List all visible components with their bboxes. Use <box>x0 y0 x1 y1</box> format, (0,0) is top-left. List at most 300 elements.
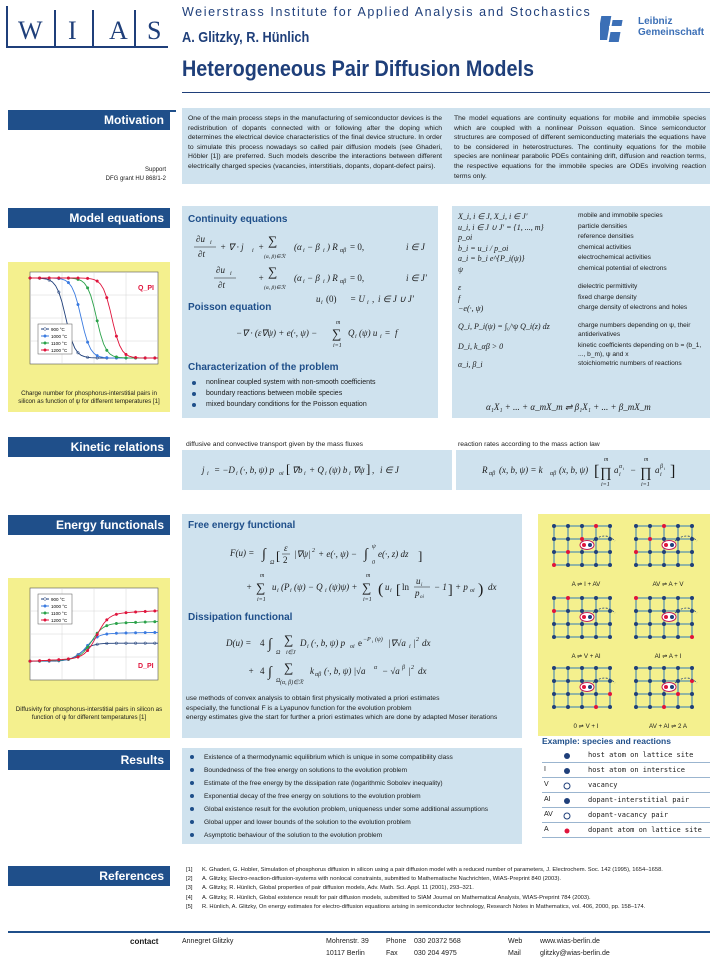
lattice-atom <box>552 596 556 600</box>
lattice-atom <box>552 609 556 613</box>
lattice-atom <box>580 537 584 541</box>
species-row <box>542 763 710 778</box>
svg-text:i ∈ J: i ∈ J <box>380 465 399 475</box>
svg-text:j: j <box>202 465 205 475</box>
svg-text:f: f <box>395 328 398 338</box>
lattice-atom <box>662 622 666 626</box>
lattice-reaction-label: 0 ⇌ V + I <box>573 723 599 730</box>
species-code: AI <box>544 796 551 803</box>
svg-text:=: = <box>385 328 391 338</box>
lattice-atom <box>690 524 694 528</box>
symbol-math: ε <box>458 283 462 292</box>
svg-text:i: i <box>323 248 325 254</box>
lattice-reaction-label: A ⇌ V + AI <box>571 653 601 660</box>
species-row <box>542 808 710 823</box>
symbol-description: chemical activities <box>578 243 632 251</box>
svg-text:(α: (α <box>294 273 302 283</box>
svg-text:m: m <box>644 457 649 463</box>
legend-entry: 900 °C <box>51 597 65 602</box>
svg-text:+ Q: + Q <box>309 465 324 475</box>
svg-text:oi: oi <box>470 588 475 594</box>
symbol-description: electrochemical activities <box>578 254 651 262</box>
svg-text:(ψ) b: (ψ) b <box>329 465 348 475</box>
charge-number-chart <box>12 266 166 382</box>
lattice-atom <box>580 635 584 639</box>
lattice-atom <box>580 679 584 683</box>
svg-text:e: e <box>358 638 362 648</box>
svg-text:i: i <box>380 334 382 340</box>
svg-text:4: 4 <box>260 666 265 676</box>
svg-text:β: β <box>402 665 405 671</box>
svg-text:∑: ∑ <box>284 632 294 647</box>
svg-text:(x, b, ψ) = k: (x, b, ψ) = k <box>499 465 543 475</box>
lattice-atom <box>648 666 652 670</box>
symbol-description: dielectric permittivity <box>578 283 638 290</box>
svg-text:dx: dx <box>488 582 497 592</box>
lattice-atom <box>566 666 570 670</box>
svg-text:Q: Q <box>348 328 355 338</box>
lattice-atom <box>608 524 612 528</box>
characterization-list <box>188 377 376 410</box>
lattice-atom <box>594 596 598 600</box>
reference-item <box>186 884 710 893</box>
energy-notes <box>186 694 520 723</box>
svg-text:i: i <box>421 583 423 588</box>
symbol-math: ψ <box>458 265 463 274</box>
lattice-atom <box>662 563 666 567</box>
lattice-atom <box>594 524 598 528</box>
svg-text:(·, b, ψ) p: (·, b, ψ) p <box>311 638 346 648</box>
lattice-atom <box>608 550 612 554</box>
svg-text:−: − <box>630 465 637 475</box>
svg-text:u: u <box>385 582 390 592</box>
svg-text:∑: ∑ <box>332 326 342 341</box>
lattice-atom <box>566 705 570 709</box>
lattice-atom <box>552 622 556 626</box>
lattice-atom <box>662 679 666 683</box>
energy-panel <box>182 514 522 738</box>
section-model-equations: Model equations <box>8 208 170 228</box>
lattice-atom <box>634 537 638 541</box>
svg-text:Ω: Ω <box>276 678 281 684</box>
svg-text:|∇√a: |∇√a <box>388 638 406 648</box>
svg-text:2: 2 <box>283 555 288 565</box>
lattice-atom <box>690 622 694 626</box>
logo-letter-s: S <box>147 16 163 45</box>
authors: A. Glitzky, R. Hünlich <box>182 29 310 46</box>
svg-text:i: i <box>307 644 309 650</box>
svg-text:∏: ∏ <box>640 466 652 481</box>
svg-text:i=1: i=1 <box>333 343 342 349</box>
svg-text:Ω: Ω <box>270 560 275 566</box>
lattice-atom <box>690 596 694 600</box>
svg-text:i: i <box>321 300 323 306</box>
svg-text:a: a <box>614 465 619 475</box>
svg-text:i ∈ J ∪ J′: i ∈ J ∪ J′ <box>378 294 414 304</box>
species-code: A <box>544 826 549 833</box>
svg-text:+ ∇ · j: + ∇ · j <box>220 242 244 252</box>
symbol-description: kinetic coefficients depending on b = (b_1, ..., b_m), ψ and x <box>578 342 702 358</box>
logo-letter-i: I <box>68 16 78 45</box>
lattice-atom <box>662 596 666 600</box>
symbol-math: D_i, k_αβ > 0 <box>458 342 504 352</box>
energy-note-line: energy estimates give the start for further a priori estimates which are done by adapted Moser iterations <box>186 714 498 722</box>
svg-text:i: i <box>252 248 254 254</box>
svg-text:− √a: − √a <box>382 666 400 676</box>
svg-text:|∇ψ|: |∇ψ| <box>294 549 311 559</box>
leibniz-emblem-icon <box>600 12 636 48</box>
svg-text:= 0,: = 0, <box>350 242 365 252</box>
contact-name: Annegret Glitzky <box>182 938 234 945</box>
svg-text:(ψ) − Q: (ψ) − Q <box>294 582 323 592</box>
svg-text:i: i <box>325 471 327 477</box>
lattice-atom <box>580 609 584 613</box>
lattice-atom <box>634 705 638 709</box>
svg-text:]: ] <box>366 461 371 476</box>
lattice-atom <box>662 666 666 670</box>
lattice-reaction-label: AV ⇌ A + V <box>652 581 684 588</box>
svg-text:D: D <box>300 638 307 648</box>
dissipation-title: Dissipation functional <box>188 612 293 623</box>
motivation-right-text: The model equations are continuity equations for mobile and immobile species which are coupled with a nonlinear Poisson equation. Since semiconductor structures are composed of different semiconducting materials the equations have to be considered in heterostructures. The continuity equations for the mobile species are nonlinear parabolic PDEs containing drift, diffusion and reaction terms, the respective equations for the immobile species are ODEs involving reaction terms only. <box>454 115 706 180</box>
list-item: nonlinear coupled system with non-smooth coefficients <box>188 377 376 388</box>
svg-text:∑: ∑ <box>268 264 278 279</box>
symbol-description: charge numbers depending on ψ, their antiderivatives <box>578 322 691 338</box>
lattice-atom <box>662 550 666 554</box>
lattice-panel <box>538 514 710 740</box>
species-code: I <box>544 766 546 773</box>
lattice-atom <box>662 537 666 541</box>
energy-note-line: especially, the functional F is a Lyapunov function for the evolution problem <box>186 704 412 712</box>
lattice-atom <box>676 596 680 600</box>
svg-text:− β: − β <box>307 242 320 252</box>
svg-text:(α, β)∈ℛ: (α, β)∈ℛ <box>280 680 304 686</box>
svg-text:m: m <box>336 320 341 326</box>
lattice-atom <box>634 679 638 683</box>
svg-text:= U: = U <box>350 294 365 304</box>
lattice-atom <box>648 705 652 709</box>
symbol-description: chemical potential of electrons <box>578 265 667 272</box>
references-list <box>186 866 710 912</box>
section-energy-functionals: Energy functionals <box>8 515 170 535</box>
legend-entry: 1200 °C <box>51 618 68 623</box>
svg-text:+: + <box>258 273 265 283</box>
lattice-atom <box>552 666 556 670</box>
lattice-atom <box>552 550 556 554</box>
reference-number: [5] <box>186 903 193 910</box>
motivation-left-text: One of the main process steps in the manufacturing of semiconductor devices is the redistribution of dopants connected with or following after the doping which determines the electrical device characteristics of the final device structure. In order to simulate this process nowadays so called pair diffusion models (see Ghaderi, Höbler [1]) are preferred. Such models describe the interactions between different electrically charged species (vacancies, interstitials, dopants, dopant-defect pairs). <box>188 115 442 170</box>
svg-text:i: i <box>236 471 238 477</box>
symbol-math: X_i, i ∈ J, X_i, i ∈ J′ <box>458 212 528 221</box>
species-marker-icon <box>560 794 574 808</box>
lattice-atom <box>676 622 680 626</box>
svg-text:∑: ∑ <box>268 233 278 248</box>
result-item: Boundedness of the free energy on solutions to the evolution problem <box>186 764 488 777</box>
legend-entry: 1200 °C <box>51 348 68 353</box>
institute-name: Weierstrass Institute for Applied Analysis and Stochastics <box>182 5 592 19</box>
svg-text:− β: − β <box>307 273 320 283</box>
svg-text:oi: oi <box>279 471 284 477</box>
svg-text:= −D: = −D <box>214 465 235 475</box>
fax-label: Fax <box>386 950 398 957</box>
lattice-atom <box>608 705 612 709</box>
lattice-atom <box>648 524 652 528</box>
svg-text:i: i <box>323 279 325 285</box>
section-kinetic-relations: Kinetic relations <box>8 437 170 457</box>
svg-text:∂u: ∂u <box>216 265 225 275</box>
lattice-atom <box>580 666 584 670</box>
svg-text:i: i <box>277 588 279 594</box>
lattice-atom <box>580 692 584 696</box>
reference-item <box>186 903 710 912</box>
svg-text:e(·, z) dz: e(·, z) dz <box>378 549 409 559</box>
contact-street: Mohrenstr. 39 <box>326 938 369 945</box>
list-item: boundary reactions between mobile species <box>188 388 376 399</box>
logo-letter-a: A <box>109 16 129 45</box>
symbol-description: reference densities <box>578 233 634 241</box>
svg-text:u: u <box>272 582 277 592</box>
svg-text:∇ψ: ∇ψ <box>353 465 365 475</box>
lattice-atom <box>552 635 556 639</box>
lattice-atom <box>690 550 694 554</box>
svg-text:αβ: αβ <box>489 471 496 477</box>
svg-text:dx: dx <box>422 638 431 648</box>
svg-text:i: i <box>349 471 351 477</box>
svg-text:]: ] <box>418 548 423 563</box>
lattice-atom <box>594 635 598 639</box>
species-description: dopant-vacancy pair <box>588 811 669 819</box>
phone-number: 030 20372 568 <box>414 938 461 945</box>
svg-text:i: i <box>290 588 292 594</box>
species-marker-icon <box>560 779 574 793</box>
characterization-title: Characterization of the problem <box>188 362 339 373</box>
lattice-atom <box>552 679 556 683</box>
lattice-atom <box>552 524 556 528</box>
svg-text:−∇ · (ε∇ψ) + e(·, ψ) −: −∇ · (ε∇ψ) + e(·, ψ) − <box>236 328 318 338</box>
svg-text:i: i <box>619 472 621 478</box>
lattice-atom <box>594 705 598 709</box>
svg-text:]: ] <box>448 583 453 598</box>
diffusivity-figure <box>8 578 170 738</box>
result-item: Asymptotic behaviour of the solution to the evolution problem <box>186 829 488 842</box>
symbol-math: −e(·, ψ) <box>458 304 484 314</box>
species-code: AV <box>544 811 553 818</box>
continuity-title: Continuity equations <box>188 214 288 225</box>
lattice-atom <box>676 692 680 696</box>
legend-entry: 1100 °C <box>51 611 67 616</box>
lattice-reaction-label: AV + AI ⇌ 2 A <box>649 723 687 730</box>
lattice-atom <box>648 537 652 541</box>
svg-text:(·, b, ψ) |√a: (·, b, ψ) |√a <box>324 666 366 676</box>
mail-label: Mail <box>508 950 521 957</box>
svg-text:∑: ∑ <box>362 580 372 595</box>
lattice-diagram <box>538 514 710 740</box>
svg-text:αβ: αβ <box>550 471 557 477</box>
leibniz-text-1: Leibniz <box>638 16 673 27</box>
lattice-atom <box>648 692 652 696</box>
lattice-atom <box>676 635 680 639</box>
svg-text:F(u) =: F(u) = <box>230 548 255 558</box>
svg-text:i: i <box>664 466 666 471</box>
svg-text:i: i <box>390 588 392 594</box>
species-marker-icon <box>560 764 574 778</box>
svg-text:αβ: αβ <box>315 672 322 678</box>
species-row <box>542 778 710 793</box>
motivation-panel <box>182 108 710 184</box>
lattice-atom <box>580 596 584 600</box>
svg-text:∏: ∏ <box>600 466 612 481</box>
svg-text:− 1: − 1 <box>434 582 447 592</box>
lattice-atom <box>676 705 680 709</box>
fax-number: 030 204 4975 <box>414 950 457 957</box>
example-title: Example: species and reactions <box>542 736 671 746</box>
species-row <box>542 793 710 808</box>
species-description: dopant atom on lattice site <box>588 826 702 834</box>
contact-city: 10117 Berlin <box>326 950 365 957</box>
mail-link[interactable]: glitzky@wias-berlin.de <box>540 950 610 957</box>
phone-label: Phone <box>386 938 407 945</box>
lattice-atom <box>608 692 612 696</box>
contact-label: contact <box>130 937 159 946</box>
lattice-atom <box>552 563 556 567</box>
result-item: Existence of a thermodynamic equilibrium which is unique in some compatibility class <box>186 751 488 764</box>
svg-text:α: α <box>619 464 623 470</box>
diffusivity-chart <box>12 582 166 700</box>
lattice-atom <box>676 666 680 670</box>
lattice-atom <box>690 563 694 567</box>
lattice-atom <box>634 692 638 696</box>
svg-text:∂t: ∂t <box>218 280 225 290</box>
svg-text:R: R <box>482 465 488 475</box>
lattice-atom <box>662 692 666 696</box>
lattice-atom <box>690 666 694 670</box>
symbol-math: α_i, β_i <box>458 360 483 370</box>
species-marker-icon <box>560 809 574 823</box>
svg-text:−P: −P <box>363 637 371 643</box>
lattice-atom <box>648 596 652 600</box>
legend-entry: 1100 °C <box>51 341 67 346</box>
diffusivity-caption: Diffusivity for phosphorus-interstitial pairs in silicon as function of ψ for different temperatures [1] <box>15 706 163 721</box>
results-list <box>186 751 488 842</box>
free-energy-formula <box>186 534 520 610</box>
svg-text:k: k <box>310 666 314 676</box>
reference-text: K. Ghaderi, G. Hobler, Simulation of phosphorus diffusion in silicon using a pair diffusion model with a reduced number of parameters, J. Electrochem. Soc. 142 (1995), 1654–1658. <box>202 867 663 873</box>
lattice-atom <box>552 705 556 709</box>
lattice-atom <box>552 537 556 541</box>
reference-number: [1] <box>186 867 193 873</box>
energy-note-line: use methods of convex analysis to obtain first physically motivated a priori estimates <box>186 695 440 702</box>
svg-text:2: 2 <box>416 637 419 643</box>
svg-text:oi: oi <box>350 644 355 650</box>
lattice-atom <box>580 705 584 709</box>
lattice-atom <box>634 596 638 600</box>
lattice-atom <box>662 524 666 528</box>
svg-text:i: i <box>303 248 305 254</box>
lattice-atom <box>690 705 694 709</box>
lattice-atom <box>634 563 638 567</box>
legend-entry: 1000 °C <box>51 604 68 609</box>
lattice-atom <box>594 563 598 567</box>
svg-text:D(u) =: D(u) = <box>226 638 252 648</box>
svg-text:]: ] <box>670 463 676 480</box>
lattice-atom <box>634 666 638 670</box>
svg-text:[: [ <box>276 548 281 563</box>
svg-text:αβ: αβ <box>340 248 347 254</box>
svg-text:(α, β)∈ℛ: (α, β)∈ℛ <box>264 285 286 291</box>
svg-text:i: i <box>372 639 374 644</box>
lattice-atom <box>594 692 598 696</box>
svg-text:∫: ∫ <box>268 665 272 680</box>
species-description: host atom on interstice <box>588 766 685 774</box>
svg-text:,: , <box>372 294 375 304</box>
svg-text:i: i <box>355 334 357 340</box>
kinetic-right-intro: reaction rates according to the mass action law <box>458 441 600 448</box>
lattice-atom <box>580 563 584 567</box>
leibniz-logo <box>600 12 710 52</box>
lattice-atom <box>566 524 570 528</box>
lattice-atom <box>566 679 570 683</box>
svg-text:i: i <box>623 466 625 471</box>
svg-text:∂t: ∂t <box>198 249 205 259</box>
svg-text:i=1: i=1 <box>601 482 610 488</box>
symbol-math: u_i, i ∈ J ∪ J′ = {1, ..., m} <box>458 222 544 232</box>
svg-text:|: | <box>413 638 416 648</box>
result-item: Exponential decay of the free energy on solutions to the evolution problem <box>186 790 488 803</box>
lattice-atom <box>608 563 612 567</box>
svg-text:β: β <box>660 464 663 470</box>
charge-number-caption: Charge number for phosphorus-interstitial pairs in silicon as function of ψ for different temperatures [1] <box>18 390 160 405</box>
svg-text:Ω: Ω <box>276 650 281 656</box>
free-energy-title: Free energy functional <box>188 520 296 531</box>
svg-text:[: [ <box>286 461 291 476</box>
svg-text:(·, b, ψ) p: (·, b, ψ) p <box>240 465 275 475</box>
lattice-atom <box>566 622 570 626</box>
svg-text:(ψ)ψ) +: (ψ)ψ) + <box>329 582 358 592</box>
lattice-atom <box>608 622 612 626</box>
charge-number-figure <box>8 262 170 412</box>
svg-text:(P: (P <box>281 582 290 592</box>
symbol-math: f <box>458 293 461 303</box>
svg-text:(α: (α <box>294 242 302 252</box>
svg-text:(: ( <box>378 581 384 598</box>
support-note <box>80 166 166 184</box>
section-references: References <box>8 866 170 886</box>
symbol-math: b_i = u_i / p_oi <box>458 243 509 253</box>
svg-text:∫: ∫ <box>268 637 272 652</box>
svg-text:∇b: ∇b <box>292 465 303 475</box>
lattice-atom <box>648 635 652 639</box>
web-link[interactable]: www.wias-berlin.de <box>540 938 600 945</box>
reference-number: [2] <box>186 876 193 883</box>
svg-text:m: m <box>604 457 609 463</box>
lattice-atom <box>566 635 570 639</box>
svg-text:oi: oi <box>420 595 424 600</box>
svg-text:[: [ <box>594 463 600 480</box>
lattice-atom <box>676 563 680 567</box>
svg-text:(0): (0) <box>326 294 337 304</box>
lattice-atom <box>552 692 556 696</box>
species-row <box>542 823 710 838</box>
svg-text:a: a <box>655 465 660 475</box>
lattice-atom <box>594 550 598 554</box>
symbol-description: charge density of electrons and holes <box>578 304 688 312</box>
svg-text:2: 2 <box>312 548 315 554</box>
svg-text:(x, b, ψ): (x, b, ψ) <box>559 465 589 475</box>
symbol-math: p_oi <box>458 233 473 243</box>
svg-text:∫: ∫ <box>262 547 266 562</box>
lattice-atom <box>608 666 612 670</box>
svg-text:4: 4 <box>260 638 265 648</box>
